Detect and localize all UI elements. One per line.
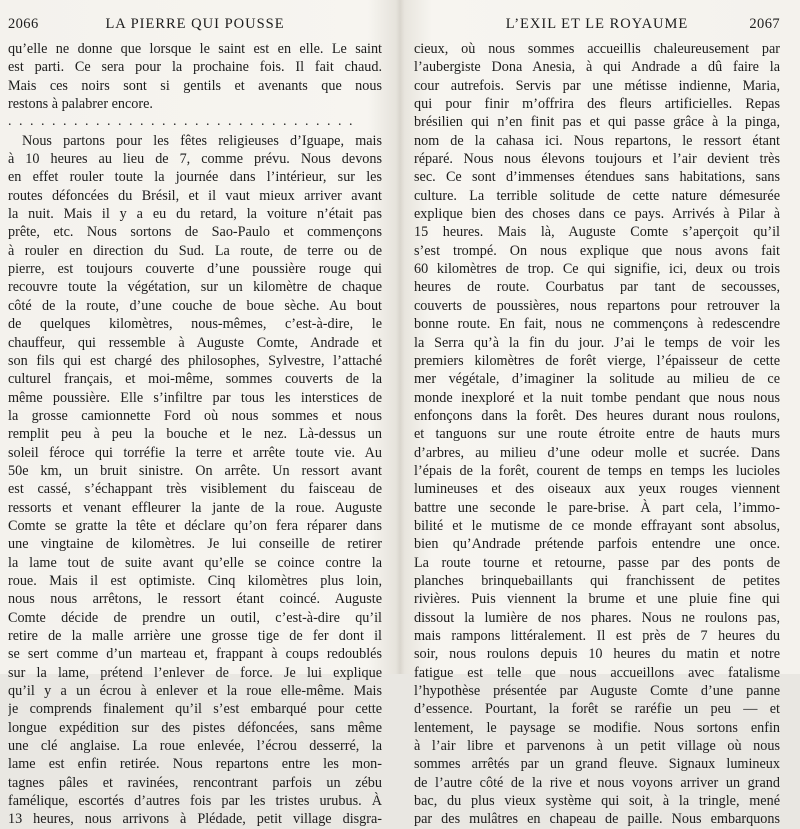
text-line: se sert comme d’un marteau et, frappant à coups redoublés [8,646,382,663]
text-line: rivières. Puis viennent la brume et une pluie fine qui [414,591,780,608]
text-line: Mais ces noirs sont si gentils et avenants que nous [8,77,382,94]
text-line: lame est enfin retirée. Nous repartons entre les mon- [8,756,382,773]
text-line: dissout la lumière de nos phares. Nous ne roulons pas, [414,609,780,626]
text-line: nom de la cahasa ici. Nous repartons, le ressort étant [414,132,780,149]
left-page-number: 2066 [8,16,39,32]
text-line: pierre, est toujours couverte d’une poussière rouge qui [8,261,382,278]
text-line: heures de route. Courbatus par tant de secousses, [414,279,780,296]
text-line: même poussière. Elle s’infiltre par tous les interstices de [8,389,382,406]
text-line: d’arbres, au milieu d’une odeur molle et sucrée. Dans [414,444,780,461]
text-line: premiers kilomètres de forêt vierge, l’épaisseur de cette [414,352,780,369]
text-line: qu’il y a un écrou à enlever et la roue elle-même. Mais [8,683,382,700]
text-line: côté de la route, d’une couche de boue sèche. Au bout [8,297,382,314]
left-running-head [8,16,382,38]
text-line: bac, du plus vieux système qui soit, à la tringle, mené [414,793,780,810]
right-running-title: L’EXIL ET LE ROYAUME [505,16,689,32]
text-line: Comte se gratte la tête et déclare qu’on fera réparer dans [8,517,382,534]
text-line: sur la lame, prétend l’enlever de force. Je lui explique [8,664,382,681]
left-running-title: LA PIERRE QUI POUSSE [105,16,285,32]
text-line: la grosse camionnette Ford où nous sommes et nous [8,407,382,424]
text-line: Nous partons pour les fêtes religieuses d’Iguape, mais [22,132,382,149]
left-page [0,0,392,828]
right-page-number: 2067 [749,16,780,32]
text-line: couverts de poussières, nous repartons pour retrouver la [414,297,780,314]
text-line: je comprends finalement qu’il s’est embarqué pour cette [8,701,382,718]
text-line: bilité et le mutisme de ce monde effrayant sont absolus, [414,517,780,534]
right-running-head [414,16,780,38]
text-line: nous nous arrêtons, le ressort étant coincé. Auguste [8,591,382,608]
left-body-text [8,40,382,829]
text-line: la lame tout de suite avant qu’elle se coince contre la [8,554,382,571]
text-line: planches brinquebaillants qui franchissent de petites [414,572,780,589]
text-line: soir, nous roulons depuis 10 heures du matin et notre [414,646,780,663]
text-line: une clé anglaise. La roue enlevée, l’écrou desserré, la [8,738,382,755]
text-line: roue. Mais il est optimiste. Cinq kilomètres plus loin, [8,572,382,589]
text-line: en effet rouler toute la journée dans l’intérieur, sur les [8,169,382,186]
text-line: la nuit. Mais il y a eu du retard, la voiture n’était pas [8,206,382,223]
text-line: recouvre toute la végétation, sur un kilomètre de chaque [8,279,382,296]
text-line: une vingtaine de kilomètres. Je lui conseille de retirer [8,536,382,553]
text-line: qui pour finir m’offrira des fleurs artificielles. Repas [414,96,780,113]
text-line: ressorts et venant effleurer la jante de la roue. Auguste [8,499,382,516]
text-line: remplit peu à peu la bouche et le nez. Là-dessus un [8,426,382,443]
text-line: et tanguons sur une route étroite entre de hauts murs [414,426,780,443]
text-line: 50e km, un bruit sinistre. On arrête. Un ressort avant [8,462,382,479]
text-line: 60 kilomètres de trop. Ce qui signifie, ici, deux ou trois [414,261,780,278]
text-line: l’aubergiste Dona Anesia, à qui Andrade a dû faire la [414,59,780,76]
text-line: à rouler en direction du Sud. La route, de terre ou de [8,242,382,259]
text-line: 13 heures, nous arrivons à Plédade, petit village disgra- [8,811,382,828]
text-line: la Serra qu’à la fin du jour. J’ai le temps de voir les [414,334,780,351]
text-line: son fils qui est chargé des philosophes, Sylvestre, l’attaché [8,352,382,369]
text-line: à 10 heures au lieu de 7, comme prévu. Nous devons [8,151,382,168]
text-line: s’est trompé. On nous explique que nous avons fait [414,242,780,259]
text-line: routes défoncées du Brésil, et il vaut mieux arriver avant [8,187,382,204]
text-line: mais rampons littéralement. Il est près de 7 heures du [414,628,780,644]
text-line: l’épais de la forêt, courent de temps en temps les lucioles [414,462,780,479]
text-line: 15 heures. Mais là, Auguste Comte s’aperçoit qu’il [414,224,780,241]
text-line: monde inexploré et la nuit tombe pendant que nous nous [414,389,780,406]
text-line: de quelques kilomètres, nous-mêmes, c’est-à-dire, le [8,316,382,333]
text-line: prête, etc. Nous sortons de Sao-Paulo et commençons [8,224,382,241]
text-line: sommes arrêtés par un grand fleuve. Signaux lumineux [414,756,780,773]
text-line: culturel français, et moi-même, sommes couverts de la [8,371,382,388]
text-line: sec. Ce sont d’immenses étendues sans habitations, sans [414,169,780,186]
text-line: cieux, où nous sommes accueillis chaleureusement par [414,41,780,57]
text-line: fatigue est telle que nous accueillons avec fatalisme [414,664,780,681]
text-line: de l’autre côté de la rive et nous voyons arriver un grand [414,774,780,791]
text-line: brésilien qui n’en finit pas et qui passe grâce à la pinga, [414,114,780,131]
text-line: battre une seconde le pare-brise. À part cela, l’immo- [414,499,780,516]
text-line: soleil féroce qui torréfie la terre et arrête toute vie. Au [8,444,382,461]
text-line: longue expédition sur des pistes défoncées, sans même [8,719,382,736]
section-break: . . . . . . . . . . . . . . . . . . . . . . . . . . . . . . . . [8,114,355,130]
text-line: lumineuses et des oiseaux aux yeux rouges viennent [414,481,780,498]
text-line: réparé. Nous nous élevons toujours et l’air devient très [414,151,780,168]
right-body-text [414,40,780,829]
text-line: Comte décide de prendre un outil, c’est-à-dire qu’il [8,609,382,626]
text-line: mer végétale, d’imaginer la solitude au milieu de ce [414,371,780,388]
text-line: est cassé, s’échappant très visiblement du faisceau de [8,481,382,498]
text-line: qu’elle ne donne que lorsque le saint est en elle. Le saint [8,41,382,57]
text-line: enfonçons dans la forêt. Des heures durant nous roulons, [414,407,780,424]
text-line: bonne route. En fait, nous ne commençons à redescendre [414,316,780,333]
text-line: d’essence. Pourtant, la forêt se raréfie un peu — et [414,701,780,718]
text-line: lentement, le paysage se modifie. Nous sortons enfin [414,719,780,736]
text-line: cour autrefois. Servis par une métisse indienne, Maria, [414,77,780,94]
text-line: chauffeur, qui ressemble à Auguste Comte, Andrade et [8,334,382,351]
text-line: explique bien des choses dans ce pays. Arrivés à Pilar à [414,206,780,223]
text-line: restons à palabrer encore. [8,96,153,113]
text-line: bien qu’Andrade prétende parfois entendre une once. [414,536,780,553]
text-line: culture. La terrible solitude de cette nature démesurée [414,187,780,204]
text-line: tagnes pâles et ravinées, rencontrant parfois un zébu [8,774,382,791]
text-line: La route tourne et retourne, passe par des ponts de [414,554,780,571]
text-line: famélique, escortés d’autres fois par les tristes urubus. À [8,793,382,810]
text-line: à l’air libre et parvenons à un petit village où nous [414,738,780,755]
right-page [400,0,792,828]
text-line: retire de la malle arrière une grosse tige de fer dont il [8,628,382,644]
text-line: par des mulâtres en chapeau de paille. Nous embarquons [414,811,780,828]
text-line: l’hypothèse présentée par Auguste Comte d’une panne [414,683,780,700]
text-line: est parti. Ce sera pour la prochaine fois. Il fait chaud. [8,59,382,76]
